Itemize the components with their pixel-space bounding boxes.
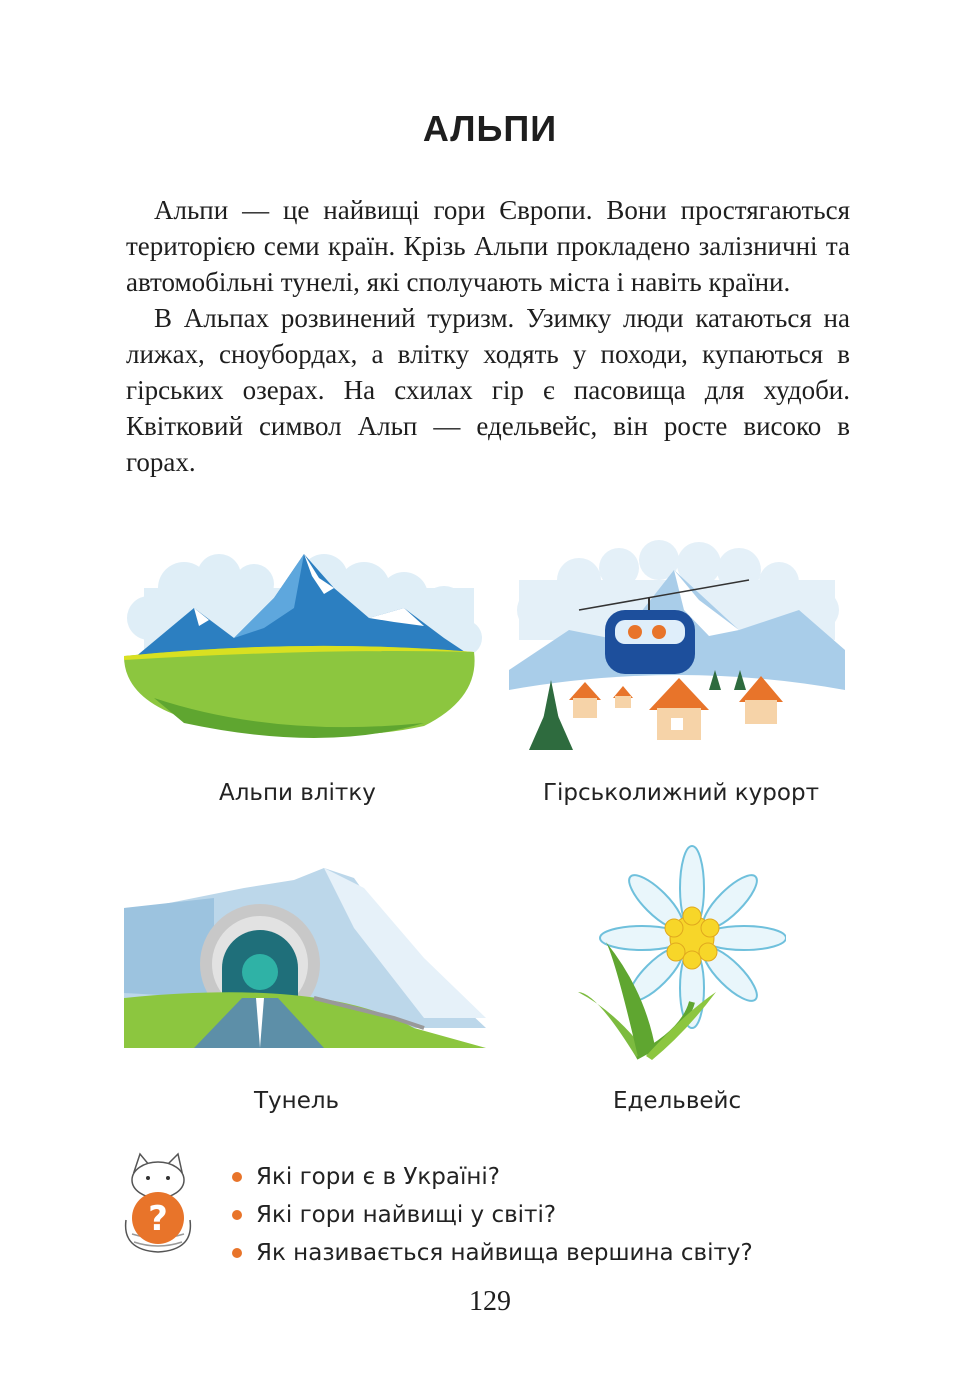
caption-alps-summer: Альпи влітку bbox=[219, 780, 376, 806]
tunnel-illustration bbox=[124, 868, 486, 1048]
body-text bbox=[126, 192, 850, 480]
paragraph-1: Альпи — це найвищі гори Європи. Вони простягаються територією семи країн. Крізь Альпи прокладено залізничні та автомобільні тунелі, які сполучають міста і навіть країни. bbox=[126, 195, 850, 297]
question-item: Як називається найвища вершина світу? bbox=[230, 1234, 753, 1272]
ski-resort-illustration bbox=[509, 540, 845, 750]
question-mark-symbol: ? bbox=[148, 1199, 168, 1239]
page-title: АЛЬПИ bbox=[422, 108, 558, 149]
question-item: Які гори є в Україні? bbox=[230, 1158, 753, 1196]
caption-edelweiss: Едельвейс bbox=[613, 1088, 742, 1114]
question-list bbox=[230, 1158, 753, 1272]
caption-tunnel: Тунель bbox=[254, 1088, 340, 1114]
alps-summer-illustration bbox=[124, 548, 484, 758]
page-number: 129 bbox=[469, 1286, 511, 1317]
question-item: Які гори найвищі у світі? bbox=[230, 1196, 753, 1234]
caption-ski-resort: Гірськолижний курорт bbox=[543, 780, 819, 806]
cat-question-icon bbox=[122, 1150, 194, 1254]
edelweiss-illustration bbox=[576, 842, 786, 1064]
paragraph-2: В Альпах розвинений туризм. Узимку люди катаються на лижах, сноубордах, а влітку ходять у походи, купаються в гірських озерах. На схилах гір є пасовища для худоби. Квітковий символ Альп — едельвейс, він росте високо в горах. bbox=[126, 303, 850, 477]
